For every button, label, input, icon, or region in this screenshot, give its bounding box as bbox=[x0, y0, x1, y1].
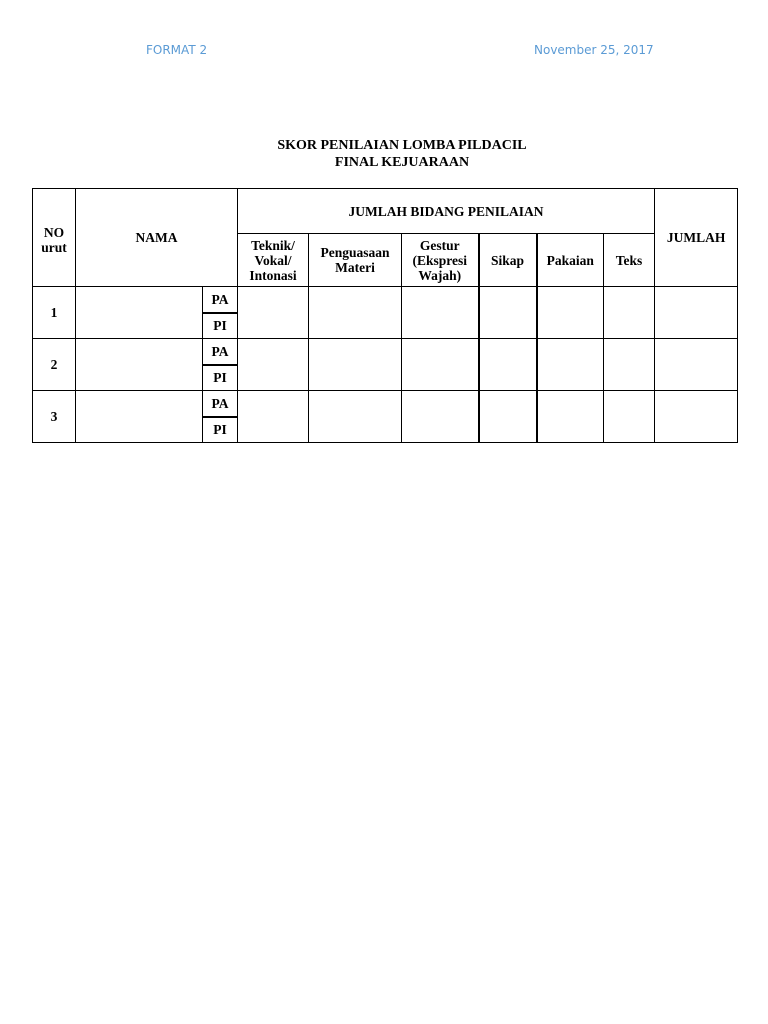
row-3-teknik-cell bbox=[238, 391, 309, 443]
header-gestur: Gestur (Ekspresi Wajah) bbox=[402, 234, 479, 287]
header-nama: NAMA bbox=[76, 189, 238, 287]
row-1-pakaian-cell bbox=[537, 287, 604, 339]
row-1-no: 1 bbox=[33, 287, 76, 339]
header-date: November 25, 2017 bbox=[534, 43, 654, 57]
row-1-pa-label: PA bbox=[203, 287, 238, 313]
row-3-gestur-cell bbox=[402, 391, 479, 443]
row-1-penguasaan-cell bbox=[309, 287, 402, 339]
header-teks: Teks bbox=[604, 234, 655, 287]
document-subtitle: FINAL KEJUARAAN bbox=[334, 155, 470, 170]
row-2-gestur-cell bbox=[402, 339, 479, 391]
row-3-teks-cell bbox=[604, 391, 655, 443]
row-2-teknik-cell bbox=[238, 339, 309, 391]
row-3-jumlah-cell bbox=[655, 391, 738, 443]
header-format-label: FORMAT 2 bbox=[146, 43, 208, 57]
header-sikap: Sikap bbox=[479, 234, 537, 287]
row-2-pa-label: PA bbox=[203, 339, 238, 365]
header-penguasaan-materi: Penguasaan Materi bbox=[309, 234, 402, 287]
row-2-pi-label: PI bbox=[203, 365, 238, 391]
row-2-nama-cell bbox=[76, 339, 203, 391]
header-pakaian: Pakaian bbox=[537, 234, 604, 287]
row-1-pi-label: PI bbox=[203, 313, 238, 339]
row-1-nama-cell bbox=[76, 287, 203, 339]
row-1-teknik-cell bbox=[238, 287, 309, 339]
header-no-urut: NO urut bbox=[33, 189, 76, 287]
row-1-jumlah-cell bbox=[655, 287, 738, 339]
document-title: SKOR PENILAIAN LOMBA PILDACIL bbox=[277, 138, 527, 153]
score-table bbox=[32, 188, 738, 443]
row-3-pa-label: PA bbox=[203, 391, 238, 417]
row-3-nama-cell bbox=[76, 391, 203, 443]
header-jumlah: JUMLAH bbox=[655, 189, 738, 287]
header-bidang-penilaian: JUMLAH BIDANG PENILAIAN bbox=[238, 189, 655, 234]
row-2-teks-cell bbox=[604, 339, 655, 391]
header-teknik-vokal-intonasi: Teknik/ Vokal/ Intonasi bbox=[238, 234, 309, 287]
row-3-pi-label: PI bbox=[203, 417, 238, 443]
row-2-pakaian-cell bbox=[537, 339, 604, 391]
row-2-no: 2 bbox=[33, 339, 76, 391]
row-3-sikap-cell bbox=[479, 391, 537, 443]
row-3-pakaian-cell bbox=[537, 391, 604, 443]
row-1-gestur-cell bbox=[402, 287, 479, 339]
row-2-sikap-cell bbox=[479, 339, 537, 391]
row-2-penguasaan-cell bbox=[309, 339, 402, 391]
row-1-teks-cell bbox=[604, 287, 655, 339]
row-3-no: 3 bbox=[33, 391, 76, 443]
row-2-jumlah-cell bbox=[655, 339, 738, 391]
row-1-sikap-cell bbox=[479, 287, 537, 339]
row-3-penguasaan-cell bbox=[309, 391, 402, 443]
